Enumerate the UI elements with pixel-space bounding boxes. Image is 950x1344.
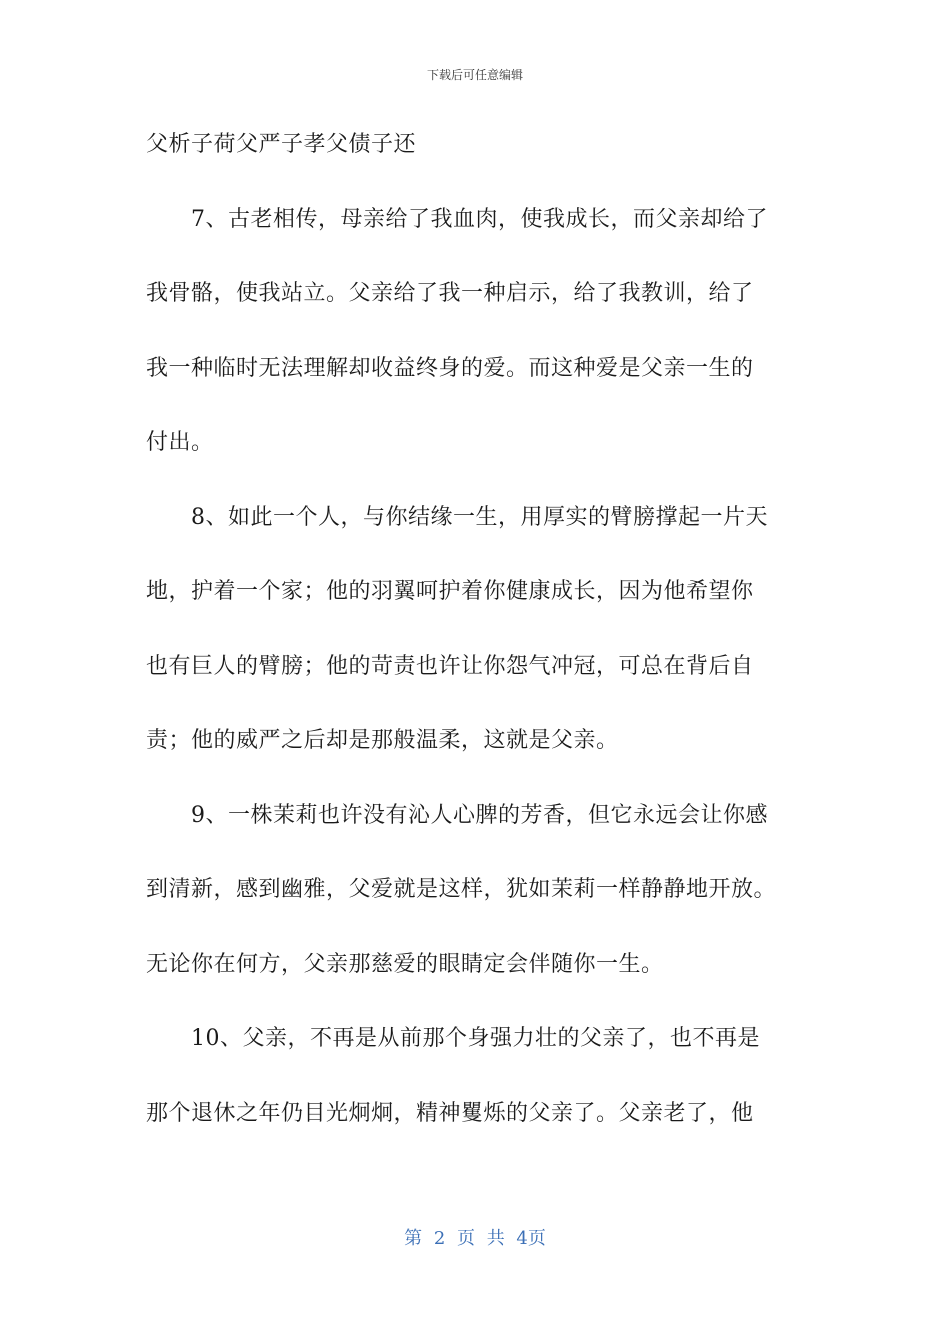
text-line: 父析子荷父严子孝父债子还 — [146, 132, 417, 157]
document-body — [146, 117, 826, 1160]
text-line: 地，护着一个家；他的羽翼呵护着你健康成长，因为他希望你 — [146, 579, 754, 604]
text-line: 我骨骼，使我站立。父亲给了我一种启示，给了我教训，给了 — [146, 281, 754, 306]
text-line: 也有巨人的臂膀；他的苛责也许让你怨气冲冠，可总在背后自 — [146, 653, 754, 679]
text-line: 无论你在何方，父亲那慈爱的眼睛定会伴随你一生。 — [146, 951, 664, 977]
paragraph-7-start: 7、古老相传，母亲给了我血肉，使我成长，而父亲却给了 — [191, 206, 768, 232]
text-line: 付出。 — [146, 430, 214, 455]
text-line: 到清新，感到幽雅，父爱就是这样，犹如茉莉一样静静地开放。 — [146, 877, 777, 902]
paragraph-8-start: 8、如此一个人，与你结缘一生，用厚实的臂膀撑起一片天 — [191, 504, 768, 530]
paragraph-9-start: 9、一株茉莉也许没有沁人心脾的芳香，但它永远会让你感 — [191, 802, 768, 828]
page-number-footer: 第 2 页 共 4页 — [404, 1228, 546, 1249]
text-line: 我一种临时无法理解却收益终身的爱。而这种爱是父亲一生的 — [146, 355, 754, 381]
text-line: 那个退休之年仍目光炯炯，精神矍烁的父亲了。父亲老了，他 — [146, 1100, 754, 1126]
page-header: 下载后可任意编辑 — [426, 68, 523, 82]
text-line: 责；他的威严之后却是那般温柔，这就是父亲。 — [146, 728, 619, 753]
paragraph-10-start: 10、父亲，不再是从前那个身强力壮的父亲了，也不再是 — [191, 1026, 760, 1051]
